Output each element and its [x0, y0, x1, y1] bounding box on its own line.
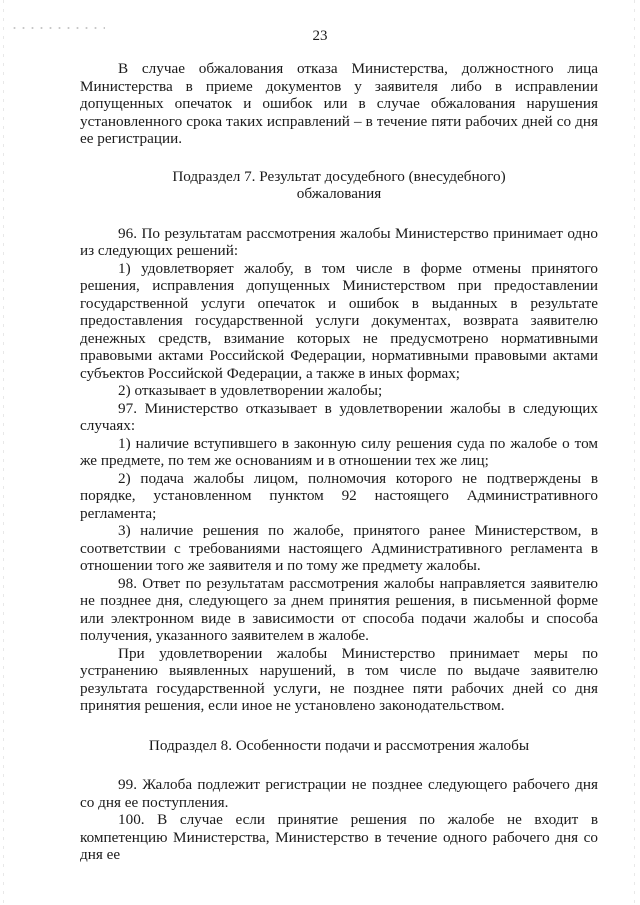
paragraph-100: 100. В случае если принятие решения по жалобе не входит в компетенцию Министерства, Министерство в течение одного рабочего дня со дня ее — [80, 811, 598, 863]
scan-edge-left — [3, 0, 4, 905]
subsection-8-heading — [80, 737, 598, 755]
paragraph-96-item-2: 2) отказывает в удовлетворении жалобы; — [118, 382, 383, 399]
subsection-7-heading-line-1: Подраздел 7. Результат досудебного (внесудебного) — [172, 167, 506, 185]
document-body — [80, 60, 598, 864]
subsection-7-heading — [80, 168, 598, 203]
paragraph-97: 97. Министерство отказывает в удовлетворении жалобы в следующих случаях: — [80, 399, 598, 434]
subsection-7-heading-line-2: обжалования — [296, 185, 382, 202]
paragraph-97-item-2: 2) подача жалобы лицом, полномочия которого не подтверждены в порядке, установленном пунктом 92 настоящего Административного регламента; — [80, 469, 598, 522]
paragraph-98: 98. Ответ по результатам рассмотрения жалобы направляется заявителю не позднее дня, следующего за днем принятия решения, в письменной форме или электронном виде в зависимости от способа подачи жалобы и способа получения, указанного заявителем в жалобе. — [80, 574, 598, 644]
paragraph-appeal-deadline: В случае обжалования отказа Министерства, должностного лица Министерства в приеме документов у заявителя либо в исправлении допущенных опечаток и ошибок или в случае обжалования нарушения установленного срока таких исправлений – в течение пяти рабочих дней со дня ее регистрации. — [80, 60, 598, 147]
paragraph-96-item-1: 1) удовлетворяет жалобу, в том числе в форме отмены принятого решения, исправления допущенных Министерством при предоставлении государственной услуги опечаток и ошибок в выданных в результате предоставления государственной услуги документах, возврата заявителю денежных средств, взимание которых не предусмотрено нормативными правовыми актами Российской Федерации, нормативными правовыми актами субъектов Российской Федерации, а также в иных формах; — [80, 259, 598, 382]
paragraph-97-item-1: 1) наличие вступившего в законную силу решения суда по жалобе о том же предмете, по тем же основаниям и в отношении тех же лиц; — [80, 434, 598, 469]
scan-edge-right — [634, 0, 635, 905]
paragraph-98-remedy: При удовлетворении жалобы Министерство принимает меры по устранению выявленных нарушений, в том числе по выдаче заявителю результата государственной услуги, не позднее пяти рабочих дней со дня принятия решения, если иное не установлено законодательством. — [80, 644, 598, 714]
page-number: 23 — [312, 28, 328, 44]
subsection-8-heading-text: Подраздел 8. Особенности подачи и рассмотрения жалобы — [148, 736, 530, 754]
paragraph-99: 99. Жалоба подлежит регистрации не позднее следующего рабочего дня со дня ее поступления. — [80, 776, 598, 811]
paragraph-97-item-3: 3) наличие решения по жалобе, принятого ранее Министерством, в соответствии с требованиями настоящего Административного регламента в отношении того же заявителя и по тому же предмету жалобы. — [80, 522, 598, 574]
paragraph-96: 96. По результатам рассмотрения жалобы Министерство принимает одно из следующих решений: — [80, 224, 598, 259]
